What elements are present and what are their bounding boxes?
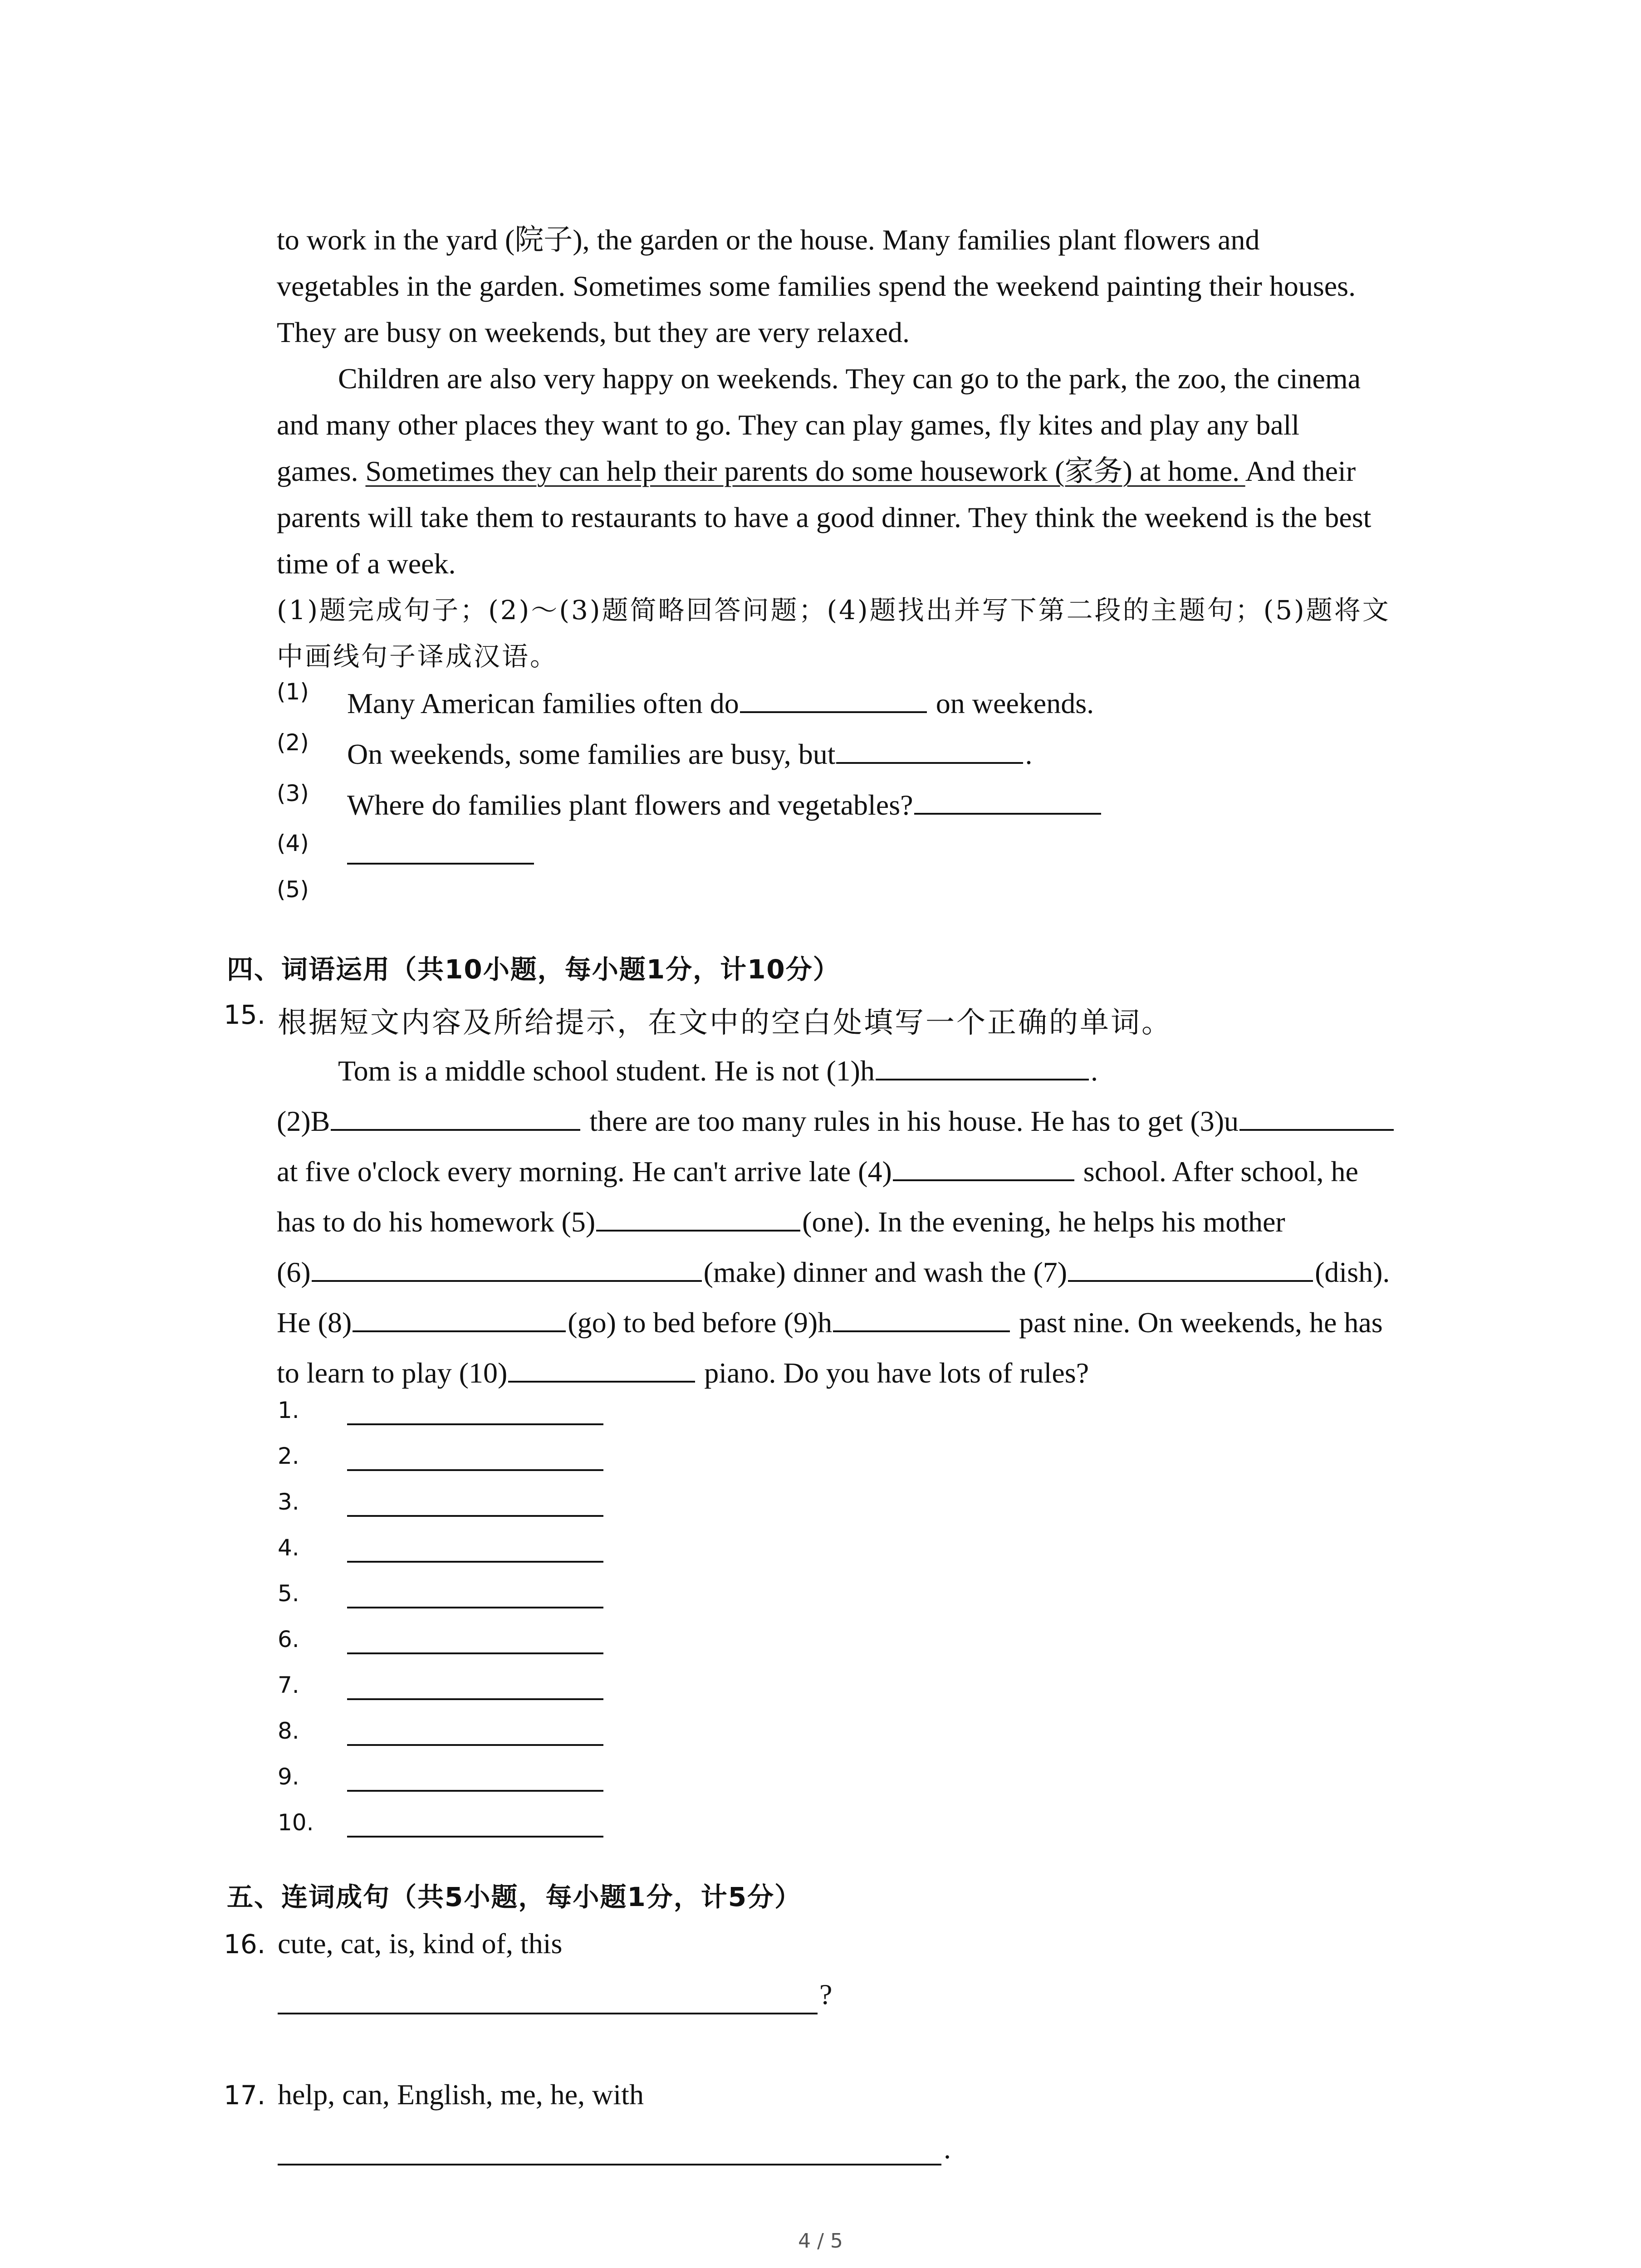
passage-line: vegetables in the garden. Sometimes some families spend the weekend painting their houses. [277, 270, 1356, 302]
cloze-text: has to do his homework (5) [277, 1206, 596, 1238]
question-text: Many American families often do [347, 687, 739, 719]
cloze-blank-2[interactable] [331, 1103, 580, 1131]
cloze-blank-10[interactable] [508, 1354, 695, 1383]
cloze-text: past nine. On weekends, he has [1012, 1306, 1383, 1339]
question-prompt: 根据短文内容及所给提示，在文中的空白处填写一个正确的单词。 [278, 1006, 1172, 1040]
cloze-line [277, 1149, 1438, 1199]
answer-line[interactable] [347, 1515, 603, 1517]
cloze-blank-7[interactable] [1068, 1254, 1313, 1282]
question-number: (2) [277, 729, 309, 756]
answer-number: 9. [278, 1764, 299, 1790]
section-heading: 五、连词成句（共5小题，每小题1分，计5分） [227, 1882, 802, 1912]
question-text: on weekends. [928, 687, 1094, 719]
answer-line[interactable] [347, 1469, 603, 1471]
cloze-blank-9[interactable] [833, 1304, 1010, 1332]
cloze-text: (dish). [1315, 1256, 1390, 1288]
passage-line: to work in the yard (院子), the garden or the house. Many families plant flowers and [277, 224, 1260, 256]
end-punctuation: . [944, 2132, 951, 2165]
answer-line[interactable] [347, 1561, 603, 1563]
answer-number: 3. [278, 1489, 299, 1515]
passage-line: time of a week. [277, 547, 456, 580]
cloze-text: (2)B [277, 1105, 330, 1137]
passage-line: and many other places they want to go. They can play games, fly kites and play any ball [277, 409, 1300, 441]
answer-number: 8. [278, 1718, 299, 1744]
cloze-line [277, 1350, 1438, 1400]
question-number: (1) [277, 679, 309, 705]
answer-line[interactable] [347, 1607, 603, 1608]
cloze-blank-5[interactable] [596, 1203, 800, 1232]
answer-number: 7. [278, 1672, 299, 1698]
end-punctuation: ? [819, 1978, 833, 2010]
answer-line[interactable] [347, 1423, 603, 1425]
cloze-text: there are too many rules in his house. He has to get (3)u [582, 1105, 1239, 1137]
question-number: 16. [224, 1929, 266, 1960]
answer-line[interactable] [347, 1744, 603, 1746]
reading-passage [277, 217, 1438, 679]
answer-number: 5. [278, 1580, 299, 1607]
cloze-text: to learn to play (10) [277, 1357, 508, 1389]
passage-line: Children are also very happy on weekends. They can go to the park, the zoo, the cinema [338, 362, 1361, 395]
cloze-text: school. After school, he [1076, 1155, 1358, 1188]
cloze-blank-3[interactable] [1239, 1103, 1394, 1131]
cloze-text: (6) [277, 1256, 311, 1288]
cloze-blank-8[interactable] [353, 1304, 566, 1332]
question-text: Where do families plant flowers and vegetables? [347, 789, 913, 821]
answer-number: 6. [278, 1626, 299, 1652]
answer-number: 10. [278, 1809, 314, 1836]
word-list: help, can, English, me, he, with [278, 2078, 644, 2111]
cloze-text: . [1090, 1055, 1098, 1087]
cloze-text: (one). In the evening, he helps his mother [802, 1206, 1285, 1238]
sentence-answer-line[interactable] [278, 2164, 941, 2165]
answer-number: 2. [278, 1443, 299, 1469]
cloze-text: (make) dinner and wash the (7) [703, 1256, 1068, 1288]
cloze-blank-6[interactable] [312, 1254, 702, 1282]
answer-line[interactable] [347, 1698, 603, 1700]
instruction-line: 中画线句子译成汉语。 [277, 641, 558, 672]
cloze-text: He (8) [277, 1306, 352, 1339]
sentence-answer-line[interactable] [278, 2013, 818, 2014]
cloze-text: Tom is a middle school student. He is not (1)h [338, 1055, 875, 1087]
question-number: 15. [224, 999, 266, 1030]
page-number: 4 / 5 [798, 2229, 843, 2253]
cloze-blank-1[interactable] [876, 1052, 1089, 1080]
passage-text: And their [1245, 455, 1356, 487]
answer-number: 4. [278, 1535, 299, 1561]
question-number: (3) [277, 780, 309, 807]
passage-text: games. [277, 455, 366, 487]
instruction-line: (1)题完成句子；(2)～(3)题简略回答问题；(4)题找出并写下第二段的主题句；(5)题将文 [277, 595, 1391, 626]
cloze-line [277, 1098, 1438, 1149]
question-number: 17. [224, 2080, 266, 2111]
answer-blank[interactable] [836, 736, 1023, 764]
cloze-blank-4[interactable] [893, 1153, 1074, 1181]
answer-blank[interactable] [914, 787, 1101, 815]
cloze-text: (go) to bed before (9)h [568, 1306, 833, 1339]
word-list: cute, cat, is, kind of, this [278, 1927, 563, 1960]
cloze-line [277, 1048, 1438, 1098]
passage-line [277, 448, 1438, 494]
cloze-line [277, 1199, 1438, 1249]
underlined-sentence: Sometimes they can help their parents do some housework (家务) at home. [365, 455, 1245, 487]
cloze-text: at five o'clock every morning. He can't arrive late (4) [277, 1155, 892, 1188]
answer-number: 1. [278, 1397, 299, 1423]
answer-blank[interactable] [740, 685, 927, 713]
cloze-text: piano. Do you have lots of rules? [697, 1357, 1089, 1389]
passage-line: parents will take them to restaurants to have a good dinner. They think the weekend is the best [277, 501, 1372, 533]
question-text: On weekends, some families are busy, but [347, 738, 836, 770]
answer-line[interactable] [347, 1836, 603, 1838]
question-number: (4) [277, 830, 309, 856]
cloze-line [277, 1249, 1438, 1300]
question-number: (5) [277, 876, 309, 903]
cloze-line [277, 1300, 1438, 1350]
passage-line: They are busy on weekends, but they are very relaxed. [277, 316, 910, 348]
question-text: . [1025, 738, 1033, 770]
cloze-passage [277, 1048, 1438, 1400]
answer-line[interactable] [347, 1790, 603, 1792]
section-heading: 四、词语运用（共10小题，每小题1分，计10分） [227, 954, 840, 985]
answer-blank[interactable] [347, 836, 534, 865]
answer-line[interactable] [347, 1652, 603, 1654]
